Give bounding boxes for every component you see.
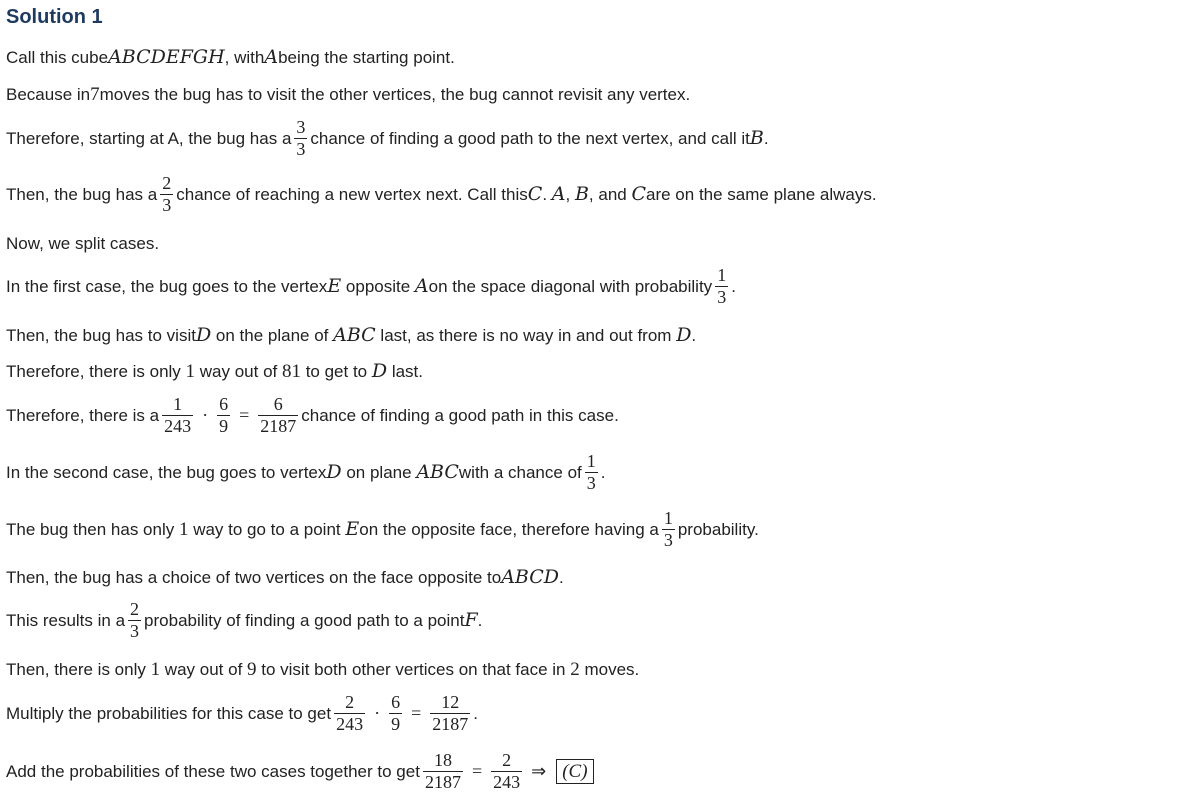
math-vertex: D	[371, 360, 388, 382]
text: probability of finding a good path to a point	[144, 610, 465, 630]
text: The bug then has only	[6, 519, 179, 539]
denominator: 3	[717, 286, 727, 307]
fraction	[258, 395, 298, 436]
line-5	[6, 235, 159, 252]
math-number: 2	[570, 659, 580, 680]
math-face: ABCD	[501, 566, 560, 588]
text: .	[731, 276, 736, 296]
math-number: 1	[178, 518, 189, 540]
text: .	[600, 462, 606, 482]
fraction	[491, 751, 522, 792]
math-vertex: C	[527, 182, 543, 205]
text: Now, we split cases.	[6, 234, 160, 253]
text: to visit both other vertices on that face in	[256, 660, 571, 679]
text: opposite	[341, 276, 415, 296]
fraction	[389, 693, 402, 734]
fraction	[128, 600, 141, 641]
text: .	[763, 128, 769, 148]
numerator: 2	[345, 692, 355, 712]
text: Then, the bug has to visit	[6, 326, 196, 345]
text: way out of	[195, 362, 282, 381]
line-1	[6, 48, 455, 67]
math-vertex: B	[749, 126, 764, 149]
math-vertex: F	[464, 608, 478, 631]
line-10	[6, 452, 605, 493]
math-plane: ABC	[416, 460, 459, 483]
text: are on the same plane always.	[646, 184, 877, 204]
numerator: 2	[502, 750, 512, 770]
math-vertex: A	[264, 46, 279, 68]
fraction	[160, 174, 173, 215]
line-9	[6, 395, 619, 436]
math-cube: ABCDEFGH	[108, 46, 225, 68]
text: on plane	[341, 462, 417, 482]
line-7	[6, 326, 696, 345]
text: chance of finding a good path in this case.	[301, 405, 619, 425]
denominator: 2187	[432, 713, 469, 734]
line-11	[6, 509, 759, 550]
boxed-answer: (C)	[556, 759, 593, 784]
numerator: 3	[296, 117, 306, 137]
denominator: 9	[219, 415, 229, 436]
numerator: 6	[391, 692, 401, 712]
text: Because in	[6, 85, 91, 104]
text: Then, the bug has a choice of two vertices on the face opposite to	[6, 568, 502, 587]
text: moves the bug has to visit the other vertices, the bug cannot revisit any vertex.	[99, 85, 691, 104]
equals-symbol: =	[411, 703, 422, 724]
line-6	[6, 266, 736, 307]
text: last.	[387, 362, 423, 381]
math-plane: ABC	[333, 324, 376, 346]
text: .	[691, 326, 697, 345]
cdot-symbol: ·	[202, 405, 209, 426]
fraction	[334, 693, 365, 734]
text: with a chance of	[458, 462, 582, 482]
line-14	[6, 660, 639, 679]
numerator: 6	[219, 394, 229, 414]
text: .	[473, 703, 478, 723]
text: being the starting point.	[278, 48, 455, 67]
text: In the first case, the bug goes to the vertex	[6, 276, 328, 296]
math-number: 81	[281, 361, 301, 382]
text: Then, there is only	[6, 660, 151, 679]
math-vertex: B	[574, 182, 589, 205]
fraction	[423, 751, 463, 792]
text: moves.	[579, 660, 640, 679]
text: In the second case, the bug goes to vertex	[6, 462, 327, 482]
line-8	[6, 362, 423, 381]
text: ,	[565, 184, 575, 204]
line-12	[6, 568, 564, 587]
denominator: 243	[164, 415, 192, 436]
numerator: 6	[273, 394, 283, 414]
text: way to go to a point	[188, 519, 346, 539]
text: Therefore, there is a	[6, 405, 160, 425]
fraction	[585, 452, 598, 493]
fraction	[217, 395, 230, 436]
fraction	[162, 395, 193, 436]
numerator: 12	[441, 692, 460, 712]
math-vertex: E	[345, 517, 360, 540]
denominator: 243	[493, 771, 521, 792]
math-vertex: C	[631, 182, 647, 205]
text: on the opposite face, therefore having a	[359, 519, 659, 539]
fraction	[294, 118, 307, 159]
text: .	[559, 568, 564, 587]
text: to get to	[300, 362, 372, 381]
line-16	[6, 751, 594, 792]
fraction	[430, 693, 470, 734]
denominator: 2187	[424, 771, 461, 792]
text: on the space diagonal with probability	[428, 276, 713, 296]
numerator: 2	[162, 173, 172, 193]
text: chance of finding a good path to the next vertex, and call it	[310, 128, 750, 148]
denominator: 9	[391, 713, 401, 734]
text: on the plane of	[211, 326, 334, 345]
denominator: 3	[162, 194, 172, 215]
text: .	[477, 610, 483, 630]
denominator: 3	[586, 472, 596, 493]
text: last, as there is no way in and out from	[375, 326, 677, 345]
math-number: 7	[90, 84, 100, 105]
line-3	[6, 118, 769, 159]
text: Then, the bug has a	[6, 184, 158, 204]
text: probability.	[677, 519, 759, 539]
line-4	[6, 174, 877, 215]
text: This results in a	[6, 610, 126, 630]
fraction	[715, 266, 728, 307]
numerator: 1	[717, 265, 727, 285]
denominator: 243	[336, 713, 364, 734]
math-vertex: E	[327, 274, 342, 297]
math-vertex: A	[414, 274, 429, 297]
numerator: 2	[130, 599, 140, 619]
math-vertex: D	[195, 324, 212, 346]
fraction	[662, 509, 675, 550]
denominator: 3	[130, 620, 140, 641]
line-13	[6, 600, 482, 641]
solution-heading: Solution 1	[6, 6, 103, 28]
equals-symbol: =	[471, 761, 483, 782]
math-number: 9	[247, 659, 257, 680]
text: .	[542, 184, 552, 204]
line-2	[6, 85, 690, 104]
equals-symbol: =	[239, 405, 250, 426]
implies-arrow-icon: ⇒	[531, 761, 547, 782]
math-vertex: D	[326, 460, 342, 483]
text: Therefore, starting at A, the bug has a	[6, 128, 292, 148]
text: Therefore, there is only	[6, 362, 186, 381]
math-number: 1	[185, 361, 196, 382]
math-vertex: D	[676, 324, 692, 346]
text: chance of reaching a new vertex next. Call this	[176, 184, 528, 204]
denominator: 3	[296, 138, 306, 159]
denominator: 3	[663, 529, 673, 550]
text: Call this cube	[6, 48, 109, 67]
math-vertex: A	[551, 182, 566, 205]
numerator: 1	[663, 508, 673, 528]
numerator: 18	[433, 750, 452, 770]
text: , with	[224, 48, 265, 67]
denominator: 2187	[260, 415, 297, 436]
text: way out of	[160, 660, 248, 679]
text: , and	[588, 184, 632, 204]
text: Multiply the probabilities for this case to get	[6, 703, 332, 723]
text: Add the probabilities of these two cases together to get	[6, 761, 420, 781]
line-15	[6, 693, 478, 734]
cdot-symbol: ·	[374, 703, 381, 724]
numerator: 1	[586, 451, 596, 471]
numerator: 1	[173, 394, 183, 414]
math-number: 1	[150, 659, 161, 680]
